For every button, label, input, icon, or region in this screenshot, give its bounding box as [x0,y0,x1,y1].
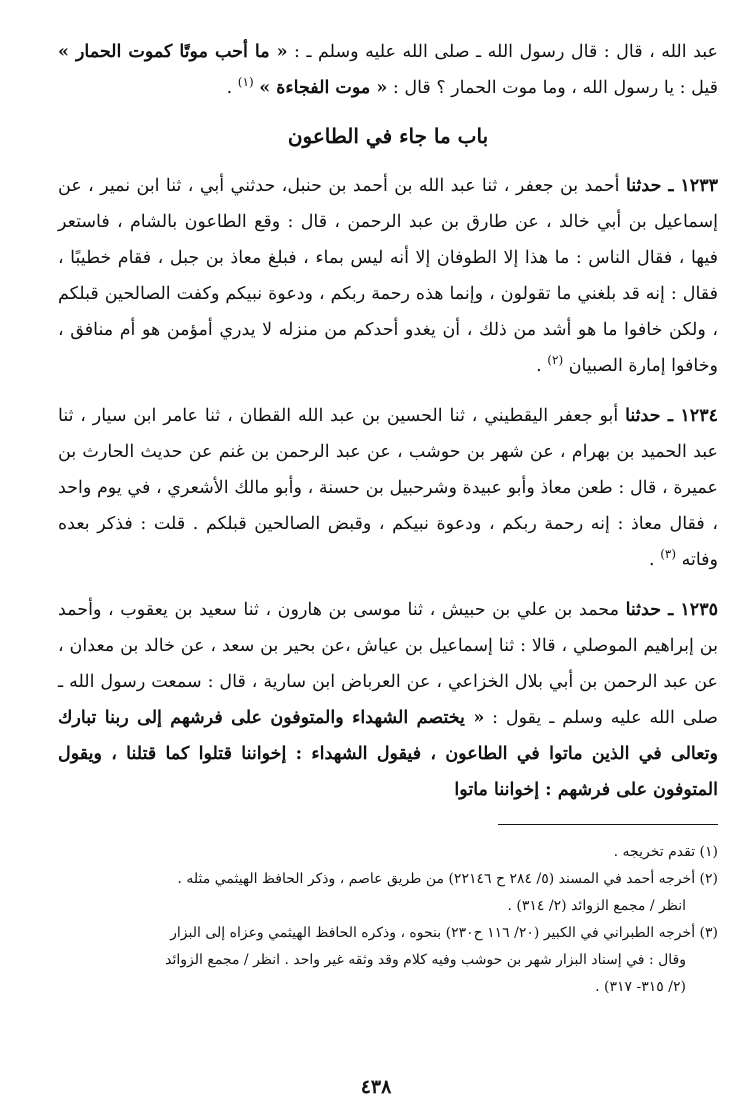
hadith-quote-sudden-death: « موت الفجاءة » [259,78,388,98]
hadith-number: ١٢٣٣ ـ حدثنا [625,176,718,196]
opening-end: . [226,78,238,98]
hadith-text: أبو جعفر اليقطيني ، ثنا الحسين بن عبد الله القطان ، ثنا عامر ابن سيار ، ثنا عبد الحميد بن بهرام ، عن شهر بن حوشب ، عن عبد الرحمن بن غنم عن حديث الحارث بن عميرة ، قال : طعن معاذ وأبو عبيدة وشرحبيل بن حسنة ، وأبو مالك الأشعري ، في يوم واحد ، فقال معاذ : إنه رحمة ربكم ، ودعوة نبيكم ، وقبض الصالحين قبلكم . قلت : فذكر بعده وفاته [58,406,718,570]
hadith-text: أحمد بن جعفر ، ثنا عبد الله بن أحمد بن حنبل، حدثني أبي ، ثنا ابن نمير ، عن إسماعيل بن أبي خالد ، عن طارق بن عبد الرحمن ، قال : وقع الطاعون بالشام ، فاستعر فيها ، فقال الناس : ما هذا إلا الطوفان إلا أنه ليس بماء ، فبلغ معاذ بن جبل ، فقام خطيبًا ، فقال : إنه قد بلغني ما تقولون ، وإنما هذه رحمة ربكم ، ودعوة نبيكم وكفت الصالحين قبلكم ، ولكن خافوا ما هو أشد من ذلك ، أن يغدو أحدكم من منزله لا يدري أمؤمن هو أم منافق ، وخافوا إمارة الصبيان [58,176,718,376]
footnote-ref-1[interactable]: (١) [237,75,254,90]
hadith-end: . [536,356,548,376]
opening-question: قيل : يا رسول الله ، وما موت الحمار ؟ قال : [387,78,718,98]
footnote-ref-3[interactable]: (٣) [660,547,677,562]
hadith-quote-martyrs: « يختصم الشهداء والمتوفون على فرشهم إلى ربنا تبارك وتعالى في الذين ماتوا في الطاعون ، فيقول الشهداء : إخواننا قتلوا كما قتلنا ، ويقول المتوفون على فرشهم : إخواننا ماتوا [58,708,718,800]
footnote-ref-2[interactable]: (٢) [547,353,564,368]
opening-paragraph [58,34,718,106]
opening-text: عبد الله ، قال : قال رسول الله ـ صلى الله عليه وسلم ـ : [287,42,718,62]
footnote-3: (٣) أخرجه الطبراني في الكبير (٢٠/ ١١٦ ح٢٣٠) بنحوه ، وذكره الحافظ الهيثمي وعزاه إلى البزار [170,925,718,941]
footnote-2: (٢) أخرجه أحمد في المسند (٥/ ٢٨٤ ح ٢٢١٤٦) من طريق عاصم ، وذكر الحافظ الهيثمي مثله . [177,871,718,887]
hadith-1234 [58,398,718,578]
footnotes [58,839,718,1001]
book-page [58,34,718,1094]
footnote-1: (١) تقدم تخريجه . [613,844,718,860]
footnote-3-continuation-2: (٢/ ٣١٥- ٣١٧) . [595,979,686,995]
hadith-end: . [649,550,661,570]
footnote-separator [498,824,718,825]
hadith-1233 [58,168,718,384]
page-number: ٤٣٨ [360,1076,392,1098]
hadith-number: ١٢٣٤ ـ حدثنا [625,406,718,426]
footnote-3-continuation: وقال : في إسناد البزار شهر بن حوشب وفيه كلام وقد وثقه غير واحد . انظر / مجمع الزوائد [165,952,686,968]
footnote-2-continuation: انظر / مجمع الزوائد (٢/ ٣١٤) . [507,898,686,914]
chapter-heading: باب ما جاء في الطاعون [287,124,489,148]
hadith-quote-donkey-death: « ما أحب موتًا كموت الحمار » [58,42,288,62]
hadith-text: محمد بن علي بن حبيش ، ثنا موسى بن هارون ، ثنا سعيد بن يعقوب ، وأحمد بن إبراهيم الموصلي ، قالا : ثنا إسماعيل بن عياش ،عن بحير بن سعد ، عن خالد بن معدان ، عن عبد الرحمن بن أبي بلال الخزاعي ، عن العرباض ابن سارية ، قال : سمعت رسول الله ـ صلى الله عليه وسلم ـ يقول : [58,600,718,728]
hadith-1235 [58,592,718,808]
hadith-number: ١٢٣٥ ـ حدثنا [625,600,718,620]
